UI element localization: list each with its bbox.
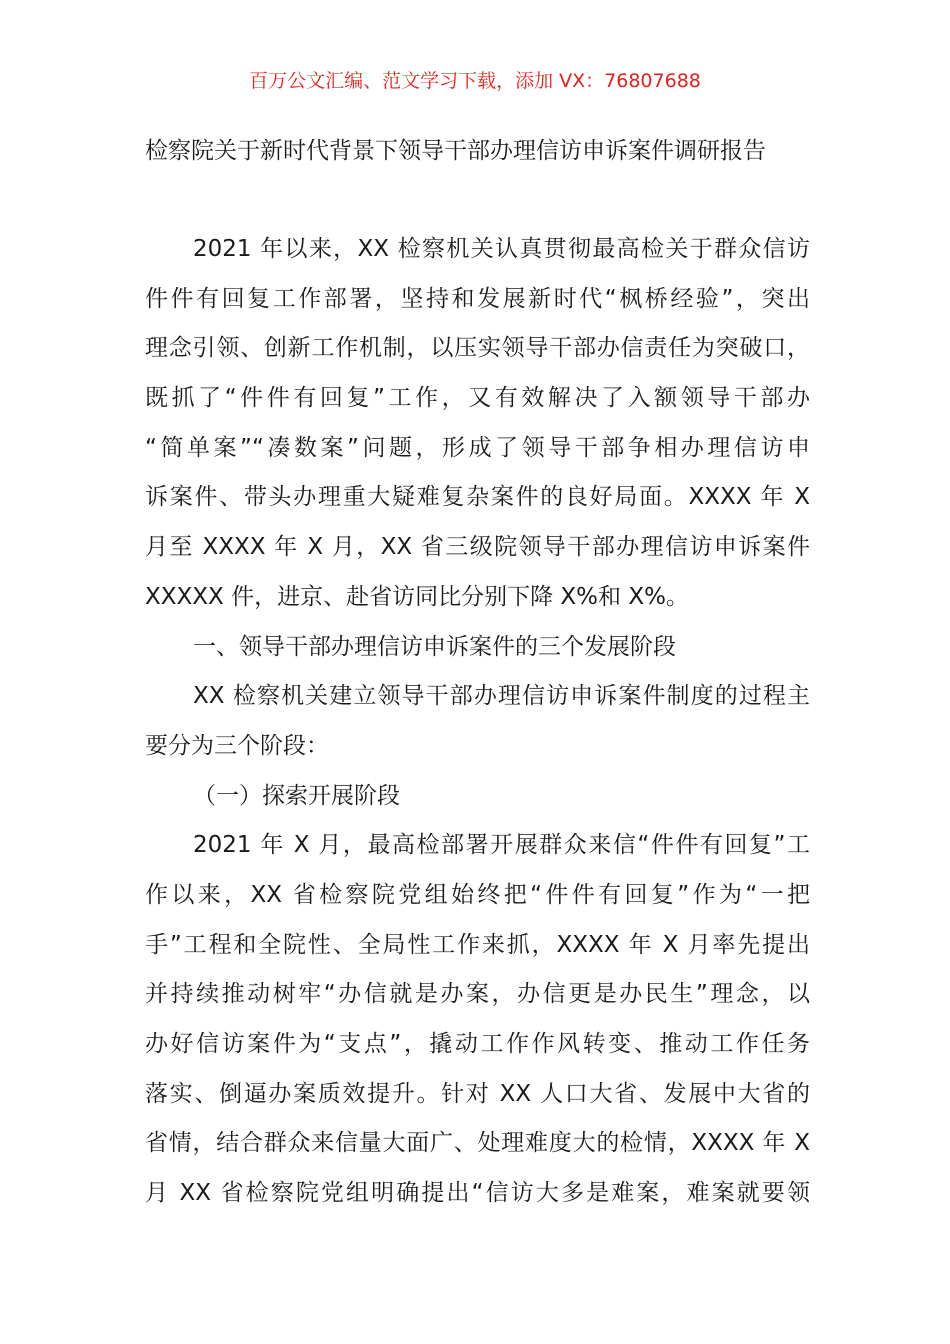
document-body [145,225,810,1219]
body-line: 要分为三个阶段： [145,732,329,759]
section-heading: 一、领导干部办理信访申诉案件的三个发展阶段 [193,633,676,660]
body-line: 2021 年以来，XX 检察机关认真贯彻最高检关于群众信访 [193,236,810,262]
body-line: 落实、倒逼办案质效提升。针对 XX 人口大省、发展中大省的 [145,1080,810,1107]
body-line: 手”工程和全院性、全局性工作来抓，XXXX 年 X 月率先提出 [145,931,810,958]
document-title: 检察院关于新时代背景下领导干部办理信访申诉案件调研报告 [145,138,766,164]
body-line: 作以来，XX 省检察院党组始终把“件件有回复”作为“一把 [145,881,810,908]
body-line: 并持续推动树牢“办信就是办案，办信更是办民生”理念，以 [145,981,810,1008]
body-line: 2021 年 X 月，最高检部署开展群众来信“件件有回复”工 [193,832,810,859]
subsection-heading: （一）探索开展阶段 [193,782,400,809]
body-line: “简单案”“凑数案”问题，形成了领导干部争相办理信访申 [145,434,810,461]
body-line: 诉案件、带头办理重大疑难复杂案件的良好局面。XXXX 年 X [145,484,810,511]
body-line: XX 检察机关建立领导干部办理信访申诉案件制度的过程主 [193,683,810,710]
body-line: 既抓了“件件有回复”工作，又有效解决了入额领导干部办 [145,385,810,412]
body-line: 理念引领、创新工作机制，以压实领导干部办信责任为突破口， [145,335,810,362]
body-line: 月 XX 省检察院党组明确提出“信访大多是难案，难案就要领 [145,1180,810,1207]
body-line: 月至 XXXX 年 X 月，XX 省三级院领导干部办理信访申诉案件 [145,534,810,561]
body-line: 省情，结合群众来信量大面广、处理难度大的检情，XXXX 年 X [145,1130,810,1157]
body-line: XXXXX 件，进京、赴省访同比分别下降 X%和 X%。 [145,583,689,610]
body-line: 件件有回复工作部署，坚持和发展新时代“枫桥经验”，突出 [145,285,810,312]
body-line: 办好信访案件为“支点”，撬动工作作风转变、推动工作任务 [145,1031,810,1057]
header-note: 百万公文汇编、范文学习下载，添加 VX：76807688 [249,70,701,92]
